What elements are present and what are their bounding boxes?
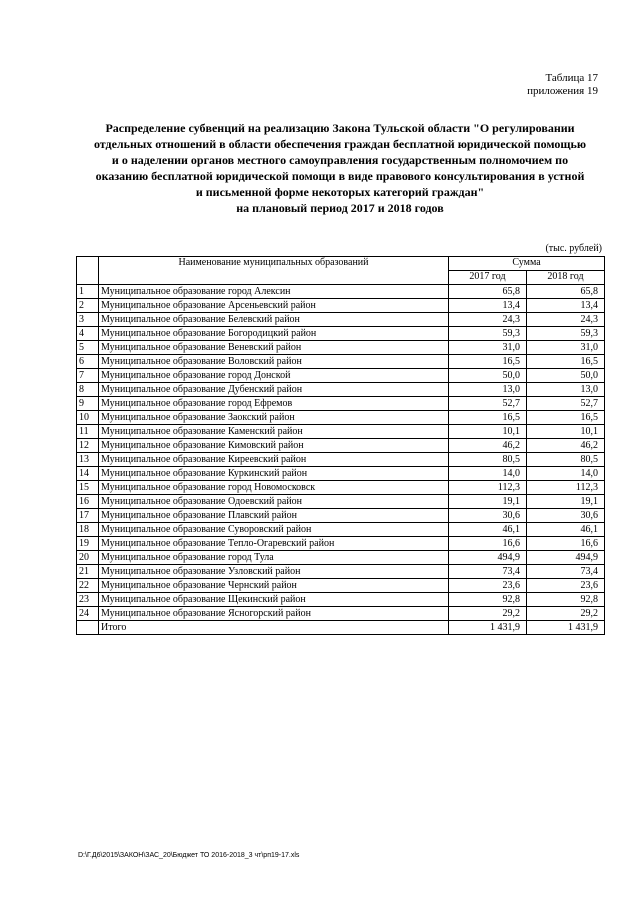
row-index: 3 — [77, 313, 99, 327]
row-index: 6 — [77, 355, 99, 369]
municipality-name: Муниципальное образование Богородицкий район — [99, 327, 449, 341]
table-reference — [527, 72, 598, 98]
municipality-name: Муниципальное образование город Тула — [99, 551, 449, 565]
table-row — [77, 495, 605, 509]
municipality-name: Муниципальное образование Суворовский район — [99, 523, 449, 537]
value-2018: 112,3 — [527, 481, 605, 495]
table-row — [77, 369, 605, 383]
value-2018: 80,5 — [527, 453, 605, 467]
value-2018: 29,2 — [527, 607, 605, 621]
value-2017: 29,2 — [449, 607, 527, 621]
title-line: на плановый период 2017 и 2018 годов — [236, 201, 444, 215]
title-line: отдельных отношений в области обеспечения граждан бесплатной юридической помощью — [93, 137, 587, 151]
value-2018: 13,4 — [527, 299, 605, 313]
municipality-name: Муниципальное образование Киреевский район — [99, 453, 449, 467]
table-row — [77, 565, 605, 579]
table-row — [77, 523, 605, 537]
value-2018: 13,0 — [527, 383, 605, 397]
value-2018: 46,1 — [527, 523, 605, 537]
municipality-name: Муниципальное образование Веневский район — [99, 341, 449, 355]
file-path-footer: D:\Г.Д6\2015\ЗАКОН\ЗАС_20\Бюджет ТО 2016-2018_3 чт\рп19-17.xls — [78, 852, 300, 859]
value-2018: 19,1 — [527, 495, 605, 509]
table-row — [77, 481, 605, 495]
table-row — [77, 467, 605, 481]
value-2018: 494,9 — [527, 551, 605, 565]
row-index: 20 — [77, 551, 99, 565]
value-2018: 16,5 — [527, 355, 605, 369]
value-2017: 13,4 — [449, 299, 527, 313]
value-2017: 65,8 — [449, 285, 527, 299]
table-row — [77, 593, 605, 607]
table-row — [77, 537, 605, 551]
total-index-cell — [77, 621, 99, 635]
table-body — [77, 285, 605, 621]
row-index: 11 — [77, 425, 99, 439]
municipality-name: Муниципальное образование Одоевский район — [99, 495, 449, 509]
municipality-name: Муниципальное образование Узловский район — [99, 565, 449, 579]
value-2017: 30,6 — [449, 509, 527, 523]
row-index: 12 — [77, 439, 99, 453]
row-index: 1 — [77, 285, 99, 299]
row-index: 7 — [77, 369, 99, 383]
row-index: 8 — [77, 383, 99, 397]
table-row — [77, 285, 605, 299]
table-row — [77, 313, 605, 327]
value-2017: 14,0 — [449, 467, 527, 481]
value-2017: 73,4 — [449, 565, 527, 579]
municipality-name: Муниципальное образование Куркинский район — [99, 467, 449, 481]
municipality-name: Муниципальное образование Дубенский район — [99, 383, 449, 397]
value-2017: 16,6 — [449, 537, 527, 551]
row-index: 24 — [77, 607, 99, 621]
row-index: 16 — [77, 495, 99, 509]
total-2017: 1 431,9 — [449, 621, 527, 635]
table-row — [77, 607, 605, 621]
table-row — [77, 355, 605, 369]
table-row — [77, 551, 605, 565]
table-row — [77, 411, 605, 425]
value-2017: 10,1 — [449, 425, 527, 439]
municipality-name: Муниципальное образование Ясногорский район — [99, 607, 449, 621]
row-index: 10 — [77, 411, 99, 425]
value-2018: 30,6 — [527, 509, 605, 523]
table-header-row — [77, 257, 605, 271]
title-line: оказанию бесплатной юридической помощи в виде правового консультирования в устной — [95, 169, 585, 183]
row-index: 15 — [77, 481, 99, 495]
table-row — [77, 341, 605, 355]
header-sum: Сумма — [449, 257, 605, 271]
table-row — [77, 439, 605, 453]
row-index: 2 — [77, 299, 99, 313]
municipality-name: Муниципальное образование Арсеньевский район — [99, 299, 449, 313]
value-2017: 92,8 — [449, 593, 527, 607]
table-row — [77, 579, 605, 593]
value-2017: 24,3 — [449, 313, 527, 327]
municipality-name: Муниципальное образование город Новомосковск — [99, 481, 449, 495]
header-2017: 2017 год — [449, 271, 527, 285]
municipality-name: Муниципальное образование Каменский район — [99, 425, 449, 439]
municipality-name: Муниципальное образование Тепло-Огаревский район — [99, 537, 449, 551]
value-2018: 16,5 — [527, 411, 605, 425]
value-2018: 24,3 — [527, 313, 605, 327]
value-2018: 52,7 — [527, 397, 605, 411]
municipality-name: Муниципальное образование Кимовский район — [99, 439, 449, 453]
row-index: 19 — [77, 537, 99, 551]
value-2018: 16,6 — [527, 537, 605, 551]
value-2017: 16,5 — [449, 355, 527, 369]
value-2017: 16,5 — [449, 411, 527, 425]
title-line: Распределение субвенций на реализацию Закона Тульской области "О регулировании — [105, 121, 575, 135]
value-2018: 59,3 — [527, 327, 605, 341]
value-2018: 73,4 — [527, 565, 605, 579]
municipality-name: Муниципальное образование Щекинский район — [99, 593, 449, 607]
value-2018: 10,1 — [527, 425, 605, 439]
row-index: 13 — [77, 453, 99, 467]
subsidy-table — [76, 256, 605, 635]
title-line: и о наделении органов местного самоуправления государственным полномочием по — [111, 153, 569, 167]
municipality-name: Муниципальное образование Плавский район — [99, 509, 449, 523]
value-2017: 52,7 — [449, 397, 527, 411]
municipality-name: Муниципальное образование Воловский район — [99, 355, 449, 369]
value-2018: 23,6 — [527, 579, 605, 593]
value-2017: 494,9 — [449, 551, 527, 565]
table-row — [77, 425, 605, 439]
value-2017: 19,1 — [449, 495, 527, 509]
municipality-name: Муниципальное образование город Ефремов — [99, 397, 449, 411]
header-2018: 2018 год — [527, 271, 605, 285]
table-row — [77, 327, 605, 341]
value-2018: 14,0 — [527, 467, 605, 481]
value-2017: 80,5 — [449, 453, 527, 467]
municipality-name: Муниципальное образование Чернский район — [99, 579, 449, 593]
units-label: (тыс. рублей) — [545, 243, 602, 254]
value-2017: 46,1 — [449, 523, 527, 537]
table-row — [77, 383, 605, 397]
municipality-name: Муниципальное образование Заокский район — [99, 411, 449, 425]
row-index: 21 — [77, 565, 99, 579]
title-line: и письменной форме некоторых категорий граждан" — [195, 185, 485, 199]
table-number: Таблица 17 — [545, 72, 598, 84]
value-2018: 50,0 — [527, 369, 605, 383]
table-row — [77, 509, 605, 523]
table-row — [77, 453, 605, 467]
value-2017: 50,0 — [449, 369, 527, 383]
row-index: 18 — [77, 523, 99, 537]
table-row — [77, 397, 605, 411]
value-2017: 13,0 — [449, 383, 527, 397]
header-name: Наименование муниципальных образований — [99, 257, 449, 285]
value-2017: 31,0 — [449, 341, 527, 355]
row-index: 23 — [77, 593, 99, 607]
table-row — [77, 299, 605, 313]
total-2018: 1 431,9 — [527, 621, 605, 635]
row-index: 5 — [77, 341, 99, 355]
row-index: 22 — [77, 579, 99, 593]
value-2018: 65,8 — [527, 285, 605, 299]
municipality-name: Муниципальное образование город Алексин — [99, 285, 449, 299]
municipality-name: Муниципальное образование город Донской — [99, 369, 449, 383]
total-row — [77, 621, 605, 635]
document-title — [76, 120, 604, 216]
appendix-number: приложения 19 — [527, 85, 598, 97]
row-index: 4 — [77, 327, 99, 341]
row-index: 14 — [77, 467, 99, 481]
row-index: 9 — [77, 397, 99, 411]
row-index: 17 — [77, 509, 99, 523]
value-2018: 92,8 — [527, 593, 605, 607]
header-index-cell — [77, 257, 99, 285]
total-label: Итого — [99, 621, 449, 635]
value-2017: 46,2 — [449, 439, 527, 453]
value-2018: 31,0 — [527, 341, 605, 355]
value-2017: 23,6 — [449, 579, 527, 593]
value-2017: 112,3 — [449, 481, 527, 495]
value-2018: 46,2 — [527, 439, 605, 453]
value-2017: 59,3 — [449, 327, 527, 341]
municipality-name: Муниципальное образование Белевский район — [99, 313, 449, 327]
